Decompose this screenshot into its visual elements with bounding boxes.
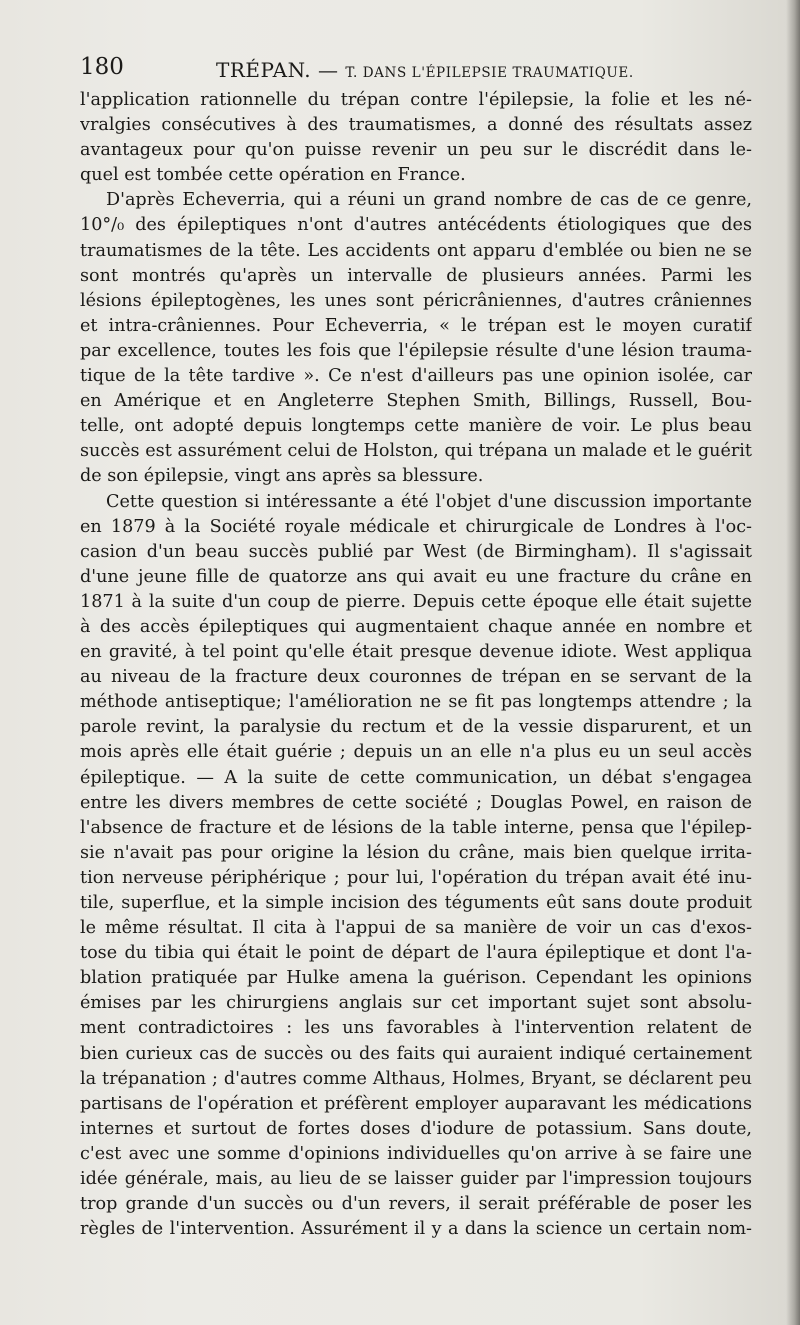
running-head-subtitle: T. DANS L'ÉPILEPSIE TRAUMATIQUE. [345,65,634,81]
text-line: règles de l'intervention. Assurément il y a dans la science un certain nom- [80,1219,752,1240]
text-line: succès est assurément celui de Holston, qui trépana un malade et le guérit [80,441,752,462]
text-line: trop grande d'un succès ou d'un revers, il serait préférable de poser les [80,1194,752,1215]
text-line: avantageux pour qu'on puisse revenir un peu sur le discrédit dans le- [80,140,752,161]
text-line: telle, ont adopté depuis longtemps cette manière de voir. Le plus beau [80,416,752,437]
text-line: tile, superflue, et la simple incision des téguments eût sans doute produit [80,893,752,913]
body-text [80,88,752,1242]
text-line: c'est avec une somme d'opinions individuelles qu'on arrive à se faire une [80,1143,752,1164]
running-head-title: TRÉPAN. — [216,58,339,82]
text-line: idée générale, mais, au lieu de se laisser guider par l'impression toujours [80,1169,752,1190]
text-line: 1871 à la suite d'un coup de pierre. Depuis cette époque elle était sujette [80,591,752,612]
text-line: en gravité, à tel point qu'elle était presque devenue idiote. West appliqua [80,642,752,663]
text-line: quel est tombée cette opération en France. [80,165,466,186]
text-line: internes et surtout de fortes doses d'iodure de potassium. Sans doute, [80,1118,752,1139]
text-line: tose du tibia qui était le point de départ de l'aura épileptique et dont l'a- [80,943,752,964]
text-line: parole revint, la paralysie du rectum et de la vessie disparurent, et un [80,717,752,738]
page-number: 180 [80,54,124,80]
page-header [80,52,760,88]
text-line: au niveau de la fracture deux couronnes de trépan en se servant de la [80,667,752,688]
text-line: lésions épileptogènes, les unes sont péricrâniennes, d'autres crâniennes [80,290,752,311]
text-line: D'après Echeverria, qui a réuni un grand nombre de cas de ce genre, [106,190,752,211]
text-line: émises par les chirurgiens anglais sur cet important sujet sont absolu- [80,993,752,1014]
text-line: blation pratiquée par Hulke amena la guérison. Cependant les opinions [80,968,752,989]
text-line: de son épilepsie, vingt ans après sa blessure. [80,466,484,487]
text-line: sie n'avait pas pour origine la lésion du crâne, mais bien quelque irrita- [80,842,752,863]
text-line: en Amérique et en Angleterre Stephen Smith, Billings, Russell, Bou- [80,391,752,412]
text-line: mois après elle était guérie ; depuis un an elle n'a plus eu un seul accès [80,742,752,763]
text-line: ment contradictoires : les uns favorables à l'intervention relatent de [80,1018,752,1039]
text-line: casion d'un beau succès publié par West (de Birmingham). Il s'agissait [80,541,752,562]
page-edge-shadow [786,0,800,1325]
text-line: Cette question si intéressante a été l'objet d'une discussion importante [106,491,752,512]
text-line: et intra-crâniennes. Pour Echeverria, « le trépan est le moyen curatif [80,315,752,336]
text-line: d'une jeune fille de quatorze ans qui avait eu une fracture du crâne en [80,566,752,587]
text-line: sont montrés qu'après un intervalle de plusieurs années. Parmi les [80,265,752,286]
text-line: tique de la tête tardive ». Ce n'est d'ailleurs pas une opinion isolée, car [80,366,752,387]
text-line: par excellence, toutes les fois que l'épilepsie résulte d'une lésion trauma- [80,340,752,361]
text-line: épileptique. — A la suite de cette communication, un débat s'engagea [80,767,752,788]
text-line: le même résultat. Il cita à l'appui de sa manière de voir un cas d'exos- [80,918,752,939]
text-line: l'application rationnelle du trépan contre l'épilepsie, la folie et les né- [80,90,752,110]
text-line: méthode antiseptique; l'amélioration ne se fit pas longtemps attendre ; la [80,692,752,713]
text-line: entre les divers membres de cette société ; Douglas Powel, en raison de [80,792,752,813]
text-line: la trépanation ; d'autres comme Althaus, Holmes, Bryant, se déclarent peu [80,1068,752,1089]
text-line: tion nerveuse périphérique ; pour lui, l'opération du trépan avait été inu- [80,867,752,888]
text-line: l'absence de fracture et de lésions de la table interne, pensa que l'épilep- [80,817,752,838]
text-line: traumatismes de la tête. Les accidents ont apparu d'emblée ou bien ne se [80,240,752,261]
text-line: bien curieux cas de succès ou des faits qui auraient indiqué certainement [80,1043,752,1064]
text-line: 10°/₀ des épileptiques n'ont d'autres antécédents étiologiques que des [80,215,752,236]
running-head [216,58,634,82]
text-line: à des accès épileptiques qui augmentaient chaque année en nombre et [80,616,752,637]
text-line: vralgies consécutives à des traumatismes, a donné des résultats assez [80,115,752,136]
text-line: partisans de l'opération et préfèrent employer auparavant les médications [80,1093,752,1114]
text-line: en 1879 à la Société royale médicale et chirurgicale de Londres à l'oc- [80,516,752,537]
